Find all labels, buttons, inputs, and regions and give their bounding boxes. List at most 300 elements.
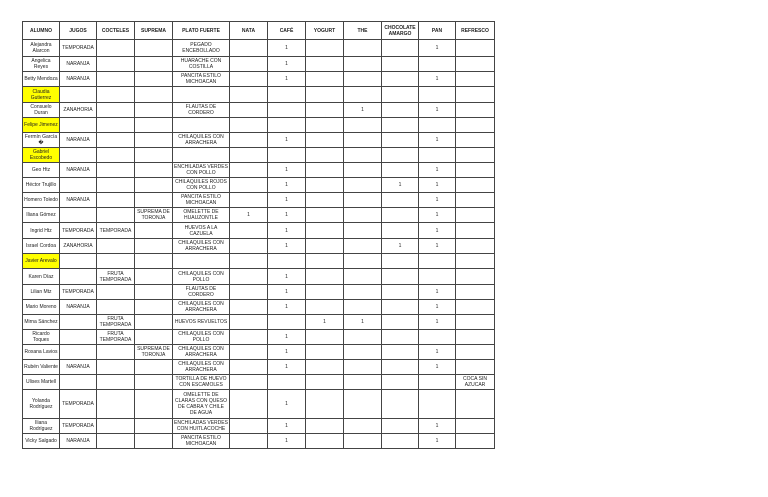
order-cell[interactable] bbox=[382, 72, 419, 87]
order-cell[interactable] bbox=[456, 118, 495, 133]
order-cell[interactable]: NARANJA bbox=[60, 163, 97, 178]
order-cell[interactable]: 1 bbox=[268, 178, 306, 193]
order-cell[interactable]: NARANJA bbox=[60, 360, 97, 375]
order-cell[interactable]: 1 bbox=[419, 163, 456, 178]
order-cell[interactable] bbox=[456, 148, 495, 163]
order-cell[interactable]: 1 bbox=[419, 315, 456, 330]
order-cell[interactable]: TEMPORADA bbox=[60, 390, 97, 419]
column-header[interactable]: JUGOS bbox=[60, 22, 97, 40]
order-cell[interactable] bbox=[344, 133, 382, 148]
order-cell[interactable] bbox=[306, 223, 344, 239]
order-cell[interactable] bbox=[135, 390, 173, 419]
order-cell[interactable] bbox=[456, 285, 495, 300]
order-cell[interactable] bbox=[97, 254, 135, 269]
order-cell[interactable] bbox=[230, 178, 268, 193]
order-cell[interactable] bbox=[456, 72, 495, 87]
student-name-cell[interactable]: Karen Díaz bbox=[23, 269, 60, 285]
order-cell[interactable] bbox=[60, 345, 97, 360]
order-cell[interactable]: CHILAQUILES ROJOS CON POLLO bbox=[173, 178, 230, 193]
student-name-cell[interactable]: Felipe Jimenez bbox=[23, 118, 60, 133]
order-cell[interactable] bbox=[135, 300, 173, 315]
order-cell[interactable]: ZANAHORIA bbox=[60, 103, 97, 118]
order-cell[interactable]: FRUTA TEMPORADA bbox=[97, 269, 135, 285]
student-name-cell[interactable]: Gabriel Escobedo bbox=[23, 148, 60, 163]
order-cell[interactable]: 1 bbox=[419, 345, 456, 360]
order-cell[interactable] bbox=[344, 163, 382, 178]
order-cell[interactable]: 1 bbox=[419, 40, 456, 57]
order-cell[interactable] bbox=[382, 345, 419, 360]
order-cell[interactable] bbox=[419, 148, 456, 163]
order-cell[interactable] bbox=[60, 208, 97, 223]
order-cell[interactable]: 1 bbox=[419, 300, 456, 315]
order-cell[interactable] bbox=[268, 254, 306, 269]
order-cell[interactable] bbox=[230, 254, 268, 269]
order-cell[interactable]: NARANJA bbox=[60, 300, 97, 315]
column-header[interactable]: THE bbox=[344, 22, 382, 40]
order-cell[interactable] bbox=[382, 315, 419, 330]
order-cell[interactable]: TEMPORADA bbox=[97, 223, 135, 239]
order-cell[interactable] bbox=[97, 148, 135, 163]
order-cell[interactable]: OMELETTE DE CLARAS CON QUESO DE CABRA Y CHILE DE AGUA bbox=[173, 390, 230, 419]
order-cell[interactable]: 1 bbox=[268, 57, 306, 72]
order-cell[interactable] bbox=[382, 375, 419, 390]
student-name-cell[interactable]: Israel Cordoa bbox=[23, 239, 60, 254]
order-cell[interactable]: 1 bbox=[306, 315, 344, 330]
order-cell[interactable]: CHILAQUILES CON ARRACHERA bbox=[173, 239, 230, 254]
order-cell[interactable] bbox=[456, 330, 495, 345]
order-cell[interactable]: 1 bbox=[419, 72, 456, 87]
order-cell[interactable]: CHILAQUILES CON ARRACHERA bbox=[173, 300, 230, 315]
order-cell[interactable]: FRUTA TEMPORADA bbox=[97, 330, 135, 345]
order-cell[interactable] bbox=[419, 390, 456, 419]
order-cell[interactable] bbox=[230, 103, 268, 118]
order-cell[interactable] bbox=[456, 254, 495, 269]
order-cell[interactable] bbox=[135, 239, 173, 254]
order-cell[interactable] bbox=[344, 330, 382, 345]
order-cell[interactable] bbox=[382, 40, 419, 57]
column-header[interactable]: NATA bbox=[230, 22, 268, 40]
order-cell[interactable] bbox=[135, 419, 173, 434]
order-cell[interactable]: 1 bbox=[419, 193, 456, 208]
order-cell[interactable] bbox=[135, 375, 173, 390]
student-name-cell[interactable]: Alejandra Alarcon bbox=[23, 40, 60, 57]
order-cell[interactable] bbox=[456, 315, 495, 330]
order-cell[interactable] bbox=[135, 163, 173, 178]
order-cell[interactable] bbox=[344, 390, 382, 419]
order-cell[interactable]: 1 bbox=[268, 390, 306, 419]
order-cell[interactable] bbox=[456, 57, 495, 72]
student-name-cell[interactable]: Héctor Trujillo bbox=[23, 178, 60, 193]
order-cell[interactable] bbox=[344, 360, 382, 375]
order-cell[interactable]: PANCITA ESTILO MICHOACAN bbox=[173, 193, 230, 208]
order-cell[interactable]: CHILAQUILES CON POLLO bbox=[173, 269, 230, 285]
order-cell[interactable]: 1 bbox=[419, 178, 456, 193]
order-cell[interactable] bbox=[97, 434, 135, 449]
order-cell[interactable] bbox=[230, 360, 268, 375]
order-cell[interactable] bbox=[135, 148, 173, 163]
order-cell[interactable] bbox=[306, 390, 344, 419]
order-cell[interactable] bbox=[230, 434, 268, 449]
order-cell[interactable]: FLAUTAS DE CORDERO bbox=[173, 103, 230, 118]
order-cell[interactable]: CHILAQUILES CON ARRACHERA bbox=[173, 345, 230, 360]
order-cell[interactable] bbox=[419, 269, 456, 285]
student-name-cell[interactable]: Javier Arevalo bbox=[23, 254, 60, 269]
student-name-cell[interactable]: Iliana Gómez bbox=[23, 208, 60, 223]
order-cell[interactable]: 1 bbox=[268, 40, 306, 57]
order-cell[interactable]: TEMPORADA bbox=[60, 419, 97, 434]
order-cell[interactable] bbox=[306, 103, 344, 118]
student-name-cell[interactable]: Lilian Mtz bbox=[23, 285, 60, 300]
order-cell[interactable]: 1 bbox=[344, 315, 382, 330]
order-cell[interactable] bbox=[382, 57, 419, 72]
order-cell[interactable] bbox=[230, 239, 268, 254]
order-cell[interactable]: 1 bbox=[268, 269, 306, 285]
order-cell[interactable]: 1 bbox=[419, 208, 456, 223]
order-cell[interactable]: NARANJA bbox=[60, 57, 97, 72]
order-cell[interactable] bbox=[382, 148, 419, 163]
order-cell[interactable] bbox=[135, 72, 173, 87]
order-cell[interactable] bbox=[97, 375, 135, 390]
order-cell[interactable]: ENCHILADAS VERDES CON POLLO bbox=[174, 164, 228, 176]
order-cell[interactable] bbox=[230, 269, 268, 285]
order-cell[interactable]: NARANJA bbox=[60, 72, 97, 87]
order-cell[interactable] bbox=[173, 148, 230, 163]
order-cell[interactable] bbox=[97, 178, 135, 193]
order-cell[interactable] bbox=[97, 103, 135, 118]
column-header[interactable]: PLATO FUERTE bbox=[173, 22, 230, 40]
order-cell[interactable] bbox=[419, 330, 456, 345]
order-cell[interactable] bbox=[456, 223, 495, 239]
order-cell[interactable] bbox=[135, 269, 173, 285]
order-cell[interactable] bbox=[306, 118, 344, 133]
order-cell[interactable] bbox=[382, 419, 419, 434]
order-cell[interactable] bbox=[344, 300, 382, 315]
order-cell[interactable]: NARANJA bbox=[60, 434, 97, 449]
order-cell[interactable] bbox=[230, 118, 268, 133]
order-cell[interactable] bbox=[230, 163, 268, 178]
order-cell[interactable] bbox=[268, 375, 306, 390]
column-header[interactable]: REFRESCO bbox=[456, 22, 495, 40]
student-name-cell[interactable]: Rubén Valiente bbox=[23, 360, 60, 375]
order-cell[interactable] bbox=[230, 390, 268, 419]
order-cell[interactable] bbox=[60, 178, 97, 193]
student-name-cell[interactable]: Roxana Lavios bbox=[23, 345, 60, 360]
order-cell[interactable] bbox=[382, 163, 419, 178]
order-cell[interactable]: CHILAQUILES CON ARRACHERA bbox=[173, 360, 230, 375]
order-cell[interactable] bbox=[344, 87, 382, 103]
order-cell[interactable] bbox=[306, 72, 344, 87]
column-header[interactable]: PAN bbox=[419, 22, 456, 40]
order-cell[interactable]: 1 bbox=[268, 133, 306, 148]
order-cell[interactable]: TEMPORADA bbox=[60, 285, 97, 300]
column-header[interactable]: SUPREMA bbox=[135, 22, 173, 40]
student-name-cell[interactable]: Geo Htz bbox=[23, 163, 60, 178]
order-cell[interactable] bbox=[97, 300, 135, 315]
order-cell[interactable] bbox=[456, 390, 495, 419]
order-cell[interactable]: 1 bbox=[268, 163, 306, 178]
order-cell[interactable]: 1 bbox=[419, 103, 456, 118]
order-cell[interactable] bbox=[456, 208, 495, 223]
order-cell[interactable] bbox=[382, 434, 419, 449]
order-cell[interactable] bbox=[344, 223, 382, 239]
order-cell[interactable]: HUARACHE CON COSTILLA bbox=[173, 57, 230, 72]
order-cell[interactable] bbox=[456, 193, 495, 208]
order-cell[interactable] bbox=[344, 419, 382, 434]
order-cell[interactable]: 1 bbox=[268, 360, 306, 375]
order-cell[interactable] bbox=[382, 193, 419, 208]
order-cell[interactable] bbox=[60, 118, 97, 133]
order-cell[interactable] bbox=[306, 419, 344, 434]
order-cell[interactable] bbox=[456, 133, 495, 148]
order-cell[interactable] bbox=[382, 300, 419, 315]
order-cell[interactable] bbox=[306, 87, 344, 103]
order-cell[interactable] bbox=[135, 315, 173, 330]
order-cell[interactable]: 1 bbox=[268, 345, 306, 360]
order-cell[interactable] bbox=[456, 434, 495, 449]
order-cell[interactable] bbox=[306, 40, 344, 57]
order-cell[interactable] bbox=[173, 87, 230, 103]
order-cell[interactable] bbox=[97, 193, 135, 208]
order-cell[interactable] bbox=[344, 193, 382, 208]
column-header[interactable]: YOGURT bbox=[306, 22, 344, 40]
order-cell[interactable] bbox=[382, 133, 419, 148]
order-cell[interactable] bbox=[382, 360, 419, 375]
order-cell[interactable] bbox=[97, 285, 135, 300]
order-cell[interactable] bbox=[306, 345, 344, 360]
order-cell[interactable]: PANCITA ESTILO MICHOACAN bbox=[173, 434, 230, 449]
order-cell[interactable] bbox=[382, 118, 419, 133]
order-cell[interactable] bbox=[306, 375, 344, 390]
order-cell[interactable] bbox=[135, 133, 173, 148]
order-cell[interactable]: NARANJA bbox=[60, 193, 97, 208]
order-cell[interactable] bbox=[135, 285, 173, 300]
order-cell[interactable] bbox=[382, 103, 419, 118]
order-cell[interactable] bbox=[456, 419, 495, 434]
order-cell[interactable]: COCA SIN AZUCAR bbox=[456, 375, 495, 390]
order-cell[interactable] bbox=[382, 87, 419, 103]
order-cell[interactable]: ZANAHORIA bbox=[60, 239, 97, 254]
order-cell[interactable] bbox=[344, 57, 382, 72]
order-cell[interactable] bbox=[97, 208, 135, 223]
student-name-cell[interactable]: Claudia Gutierrez bbox=[23, 87, 60, 103]
order-cell[interactable] bbox=[135, 434, 173, 449]
order-cell[interactable]: OMELETTE DE HUAUZONTLE bbox=[173, 208, 230, 223]
order-cell[interactable]: ENCHILADAS VERDES CON HUITLACOCHE bbox=[174, 420, 228, 432]
order-cell[interactable]: 1 bbox=[268, 72, 306, 87]
order-cell[interactable] bbox=[135, 57, 173, 72]
order-cell[interactable] bbox=[344, 239, 382, 254]
order-cell[interactable] bbox=[173, 254, 230, 269]
order-cell[interactable] bbox=[306, 163, 344, 178]
order-cell[interactable] bbox=[230, 223, 268, 239]
order-cell[interactable] bbox=[60, 269, 97, 285]
student-name-cell[interactable]: Yolanda Rodríguez bbox=[23, 390, 60, 419]
order-cell[interactable] bbox=[97, 390, 135, 419]
order-cell[interactable] bbox=[306, 208, 344, 223]
order-cell[interactable] bbox=[306, 285, 344, 300]
order-cell[interactable] bbox=[306, 148, 344, 163]
order-cell[interactable] bbox=[97, 360, 135, 375]
order-cell[interactable]: 1 bbox=[268, 239, 306, 254]
order-cell[interactable] bbox=[382, 269, 419, 285]
order-cell[interactable] bbox=[344, 118, 382, 133]
order-cell[interactable] bbox=[306, 300, 344, 315]
student-name-cell[interactable]: Homero Toledo bbox=[23, 193, 60, 208]
order-cell[interactable] bbox=[344, 254, 382, 269]
order-cell[interactable] bbox=[60, 330, 97, 345]
order-cell[interactable] bbox=[268, 103, 306, 118]
order-cell[interactable] bbox=[97, 239, 135, 254]
order-cell[interactable] bbox=[456, 87, 495, 103]
order-cell[interactable]: 1 bbox=[382, 178, 419, 193]
order-cell[interactable] bbox=[97, 72, 135, 87]
order-cell[interactable] bbox=[230, 72, 268, 87]
order-cell[interactable] bbox=[135, 87, 173, 103]
order-cell[interactable] bbox=[419, 254, 456, 269]
order-cell[interactable] bbox=[382, 254, 419, 269]
order-cell[interactable]: 1 bbox=[268, 223, 306, 239]
order-cell[interactable] bbox=[135, 223, 173, 239]
student-name-cell[interactable]: Mirna Sánchez bbox=[23, 315, 60, 330]
order-cell[interactable] bbox=[382, 223, 419, 239]
order-cell[interactable] bbox=[230, 57, 268, 72]
order-cell[interactable] bbox=[230, 419, 268, 434]
order-cell[interactable]: 1 bbox=[268, 300, 306, 315]
order-cell[interactable] bbox=[344, 72, 382, 87]
order-cell[interactable] bbox=[268, 315, 306, 330]
order-cell[interactable]: 1 bbox=[230, 208, 268, 223]
order-cell[interactable] bbox=[456, 178, 495, 193]
order-cell[interactable] bbox=[97, 345, 135, 360]
order-cell[interactable] bbox=[135, 193, 173, 208]
order-cell[interactable] bbox=[306, 330, 344, 345]
order-cell[interactable] bbox=[344, 269, 382, 285]
order-cell[interactable] bbox=[97, 419, 135, 434]
order-cell[interactable] bbox=[456, 345, 495, 360]
order-cell[interactable]: PEGADO ENCEBOLLADO bbox=[173, 40, 230, 57]
column-header[interactable]: CAFÉ bbox=[268, 22, 306, 40]
student-name-cell[interactable]: Mario Moreno bbox=[23, 300, 60, 315]
student-name-cell[interactable]: Ricardo Toques bbox=[23, 330, 60, 345]
order-cell[interactable] bbox=[230, 285, 268, 300]
order-cell[interactable] bbox=[230, 148, 268, 163]
order-cell[interactable] bbox=[344, 148, 382, 163]
order-cell[interactable]: CHILAQUILES CON ARRACHERA bbox=[173, 133, 230, 148]
order-cell[interactable] bbox=[135, 360, 173, 375]
order-cell[interactable] bbox=[135, 178, 173, 193]
order-cell[interactable] bbox=[230, 345, 268, 360]
order-cell[interactable] bbox=[60, 375, 97, 390]
order-cell[interactable] bbox=[382, 390, 419, 419]
order-cell[interactable] bbox=[135, 254, 173, 269]
order-cell[interactable]: 1 bbox=[268, 330, 306, 345]
order-cell[interactable]: NARANJA bbox=[60, 133, 97, 148]
order-cell[interactable]: CHILAQUILES CON POLLO bbox=[173, 330, 230, 345]
order-cell[interactable] bbox=[306, 57, 344, 72]
student-name-cell[interactable]: Betty Mendoza bbox=[23, 72, 60, 87]
order-cell[interactable]: FLAUTAS DE CORDERO bbox=[173, 285, 230, 300]
order-cell[interactable] bbox=[456, 103, 495, 118]
order-cell[interactable]: 1 bbox=[419, 434, 456, 449]
order-cell[interactable] bbox=[97, 118, 135, 133]
order-cell[interactable]: 1 bbox=[268, 285, 306, 300]
order-cell[interactable]: FRUTA TEMPORADA bbox=[97, 315, 135, 330]
order-cell[interactable]: 1 bbox=[419, 133, 456, 148]
order-cell[interactable] bbox=[306, 239, 344, 254]
order-cell[interactable] bbox=[344, 178, 382, 193]
student-name-cell[interactable]: Vicky Salgado bbox=[23, 434, 60, 449]
order-cell[interactable] bbox=[382, 330, 419, 345]
order-cell[interactable]: TEMPORADA bbox=[60, 40, 97, 57]
order-cell[interactable] bbox=[97, 133, 135, 148]
order-cell[interactable] bbox=[344, 345, 382, 360]
order-cell[interactable] bbox=[456, 163, 495, 178]
order-cell[interactable] bbox=[419, 118, 456, 133]
order-cell[interactable] bbox=[306, 178, 344, 193]
student-name-cell[interactable]: Angelica Reyes bbox=[23, 57, 60, 72]
order-cell[interactable] bbox=[456, 360, 495, 375]
order-cell[interactable] bbox=[306, 193, 344, 208]
order-cell[interactable] bbox=[306, 254, 344, 269]
order-cell[interactable]: 1 bbox=[268, 193, 306, 208]
order-cell[interactable] bbox=[230, 375, 268, 390]
order-cell[interactable] bbox=[135, 40, 173, 57]
order-cell[interactable]: 1 bbox=[419, 239, 456, 254]
order-cell[interactable] bbox=[230, 87, 268, 103]
order-cell[interactable]: 1 bbox=[344, 103, 382, 118]
order-cell[interactable] bbox=[456, 300, 495, 315]
order-cell[interactable] bbox=[344, 375, 382, 390]
column-header[interactable]: CHOCOLATE AMARGO bbox=[382, 22, 419, 40]
order-cell[interactable] bbox=[230, 315, 268, 330]
order-cell[interactable]: SUPREMA DE TORONJA bbox=[135, 208, 173, 223]
student-name-cell[interactable]: Ulises Martell bbox=[23, 375, 60, 390]
order-cell[interactable]: 1 bbox=[268, 434, 306, 449]
order-cell[interactable] bbox=[135, 103, 173, 118]
order-cell[interactable] bbox=[230, 193, 268, 208]
order-cell[interactable] bbox=[135, 118, 173, 133]
column-header[interactable]: ALUMNO bbox=[23, 22, 60, 40]
order-cell[interactable] bbox=[135, 330, 173, 345]
order-cell[interactable] bbox=[60, 254, 97, 269]
order-cell[interactable] bbox=[306, 133, 344, 148]
student-name-cell[interactable]: Consuelo Duran bbox=[23, 103, 60, 118]
order-cell[interactable] bbox=[97, 57, 135, 72]
order-cell[interactable]: TORTILLA DE HUEVO CON ESCAMOLES bbox=[173, 375, 230, 390]
order-cell[interactable]: 1 bbox=[268, 419, 306, 434]
order-cell[interactable]: 1 bbox=[419, 360, 456, 375]
order-cell[interactable] bbox=[344, 208, 382, 223]
order-cell[interactable] bbox=[230, 133, 268, 148]
order-cell[interactable]: HUEVOS A LA CAZUELA bbox=[173, 223, 230, 239]
order-cell[interactable] bbox=[268, 148, 306, 163]
student-name-cell[interactable]: Ingrid Htz bbox=[23, 223, 60, 239]
order-cell[interactable] bbox=[268, 87, 306, 103]
order-cell[interactable] bbox=[306, 360, 344, 375]
order-cell[interactable] bbox=[173, 118, 230, 133]
order-cell[interactable]: 1 bbox=[419, 285, 456, 300]
student-name-cell[interactable]: Fermín García � bbox=[23, 133, 60, 148]
order-cell[interactable] bbox=[344, 40, 382, 57]
student-name-cell[interactable]: Iliana Rodríguez bbox=[23, 419, 60, 434]
order-cell[interactable] bbox=[419, 375, 456, 390]
order-cell[interactable]: 1 bbox=[268, 208, 306, 223]
order-cell[interactable]: 1 bbox=[419, 419, 456, 434]
order-cell[interactable] bbox=[456, 269, 495, 285]
order-cell[interactable]: HUEVOS REVUELTOS bbox=[173, 315, 230, 330]
order-cell[interactable] bbox=[456, 239, 495, 254]
order-cell[interactable] bbox=[382, 208, 419, 223]
